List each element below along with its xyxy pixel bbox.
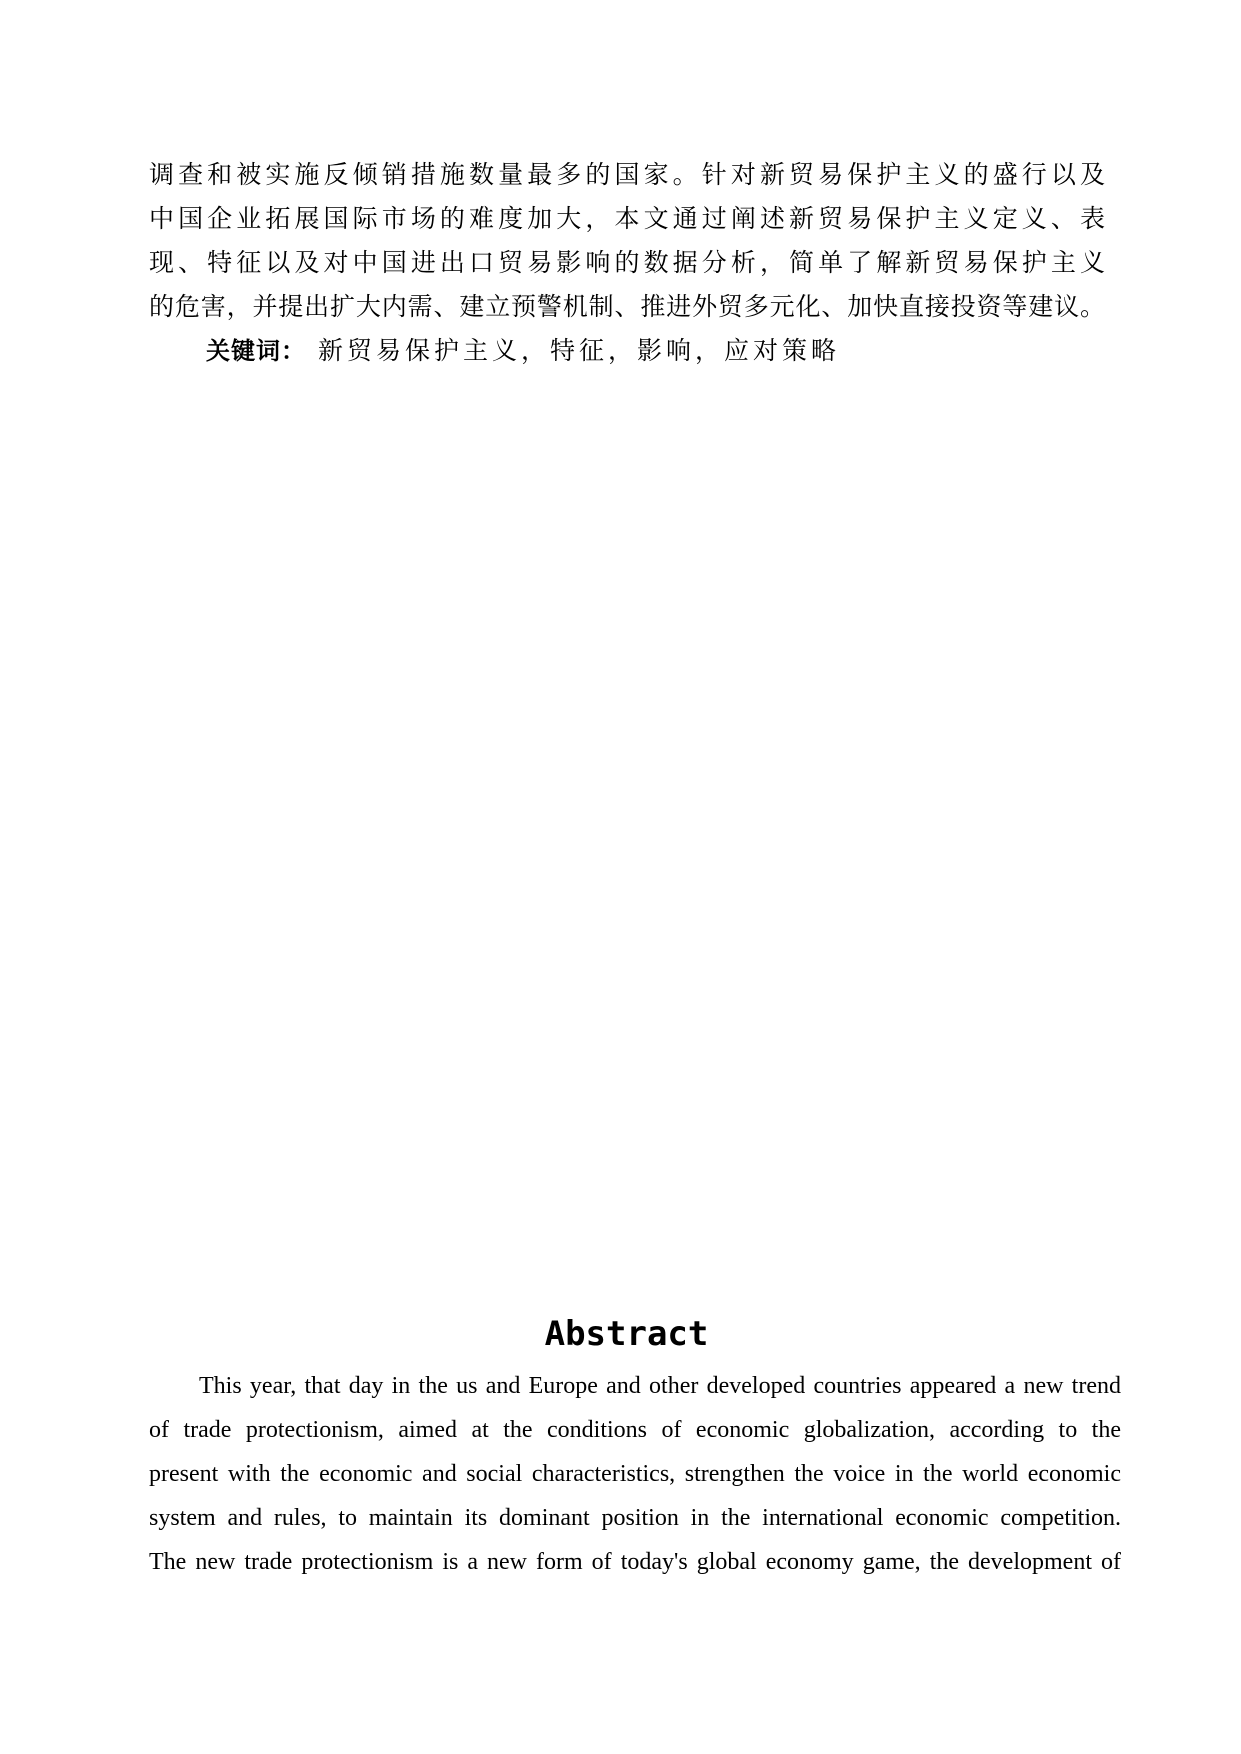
english-abstract-line: This year, that day in the us and Europe and other developed countries appeared a new trend [199,1373,1121,1399]
english-abstract-line: system and rules, to maintain its dominant position in the international economic competition. [149,1505,1121,1531]
keywords-text: 新贸易保护主义，特征，影响，应对策略 [318,336,841,365]
english-abstract-line: present with the economic and social characteristics, strengthen the voice in the world economic [149,1461,1121,1487]
english-abstract-line: The new trade protectionism is a new form of today's global economy game, the development of [149,1549,1121,1575]
abstract-heading: Abstract [544,1314,709,1354]
keywords-line [149,329,1105,373]
english-abstract-line: of trade protectionism, aimed at the conditions of economic globalization, according to the [149,1417,1121,1443]
english-abstract [149,1364,1121,1584]
keywords-label: 关键词： [206,337,306,365]
chinese-abstract-line: 的危害，并提出扩大内需、建立预警机制、推进外贸多元化、加快直接投资等建议。 [149,292,1105,321]
chinese-abstract-line: 中国企业拓展国际市场的难度加大，本文通过阐述新贸易保护主义定义、表 [149,204,1105,233]
chinese-abstract-line: 调查和被实施反倾销措施数量最多的国家。针对新贸易保护主义的盛行以及 [149,160,1105,189]
chinese-abstract-line: 现、特征以及对中国进出口贸易影响的数据分析，简单了解新贸易保护主义 [149,248,1105,277]
chinese-abstract [149,153,1105,373]
